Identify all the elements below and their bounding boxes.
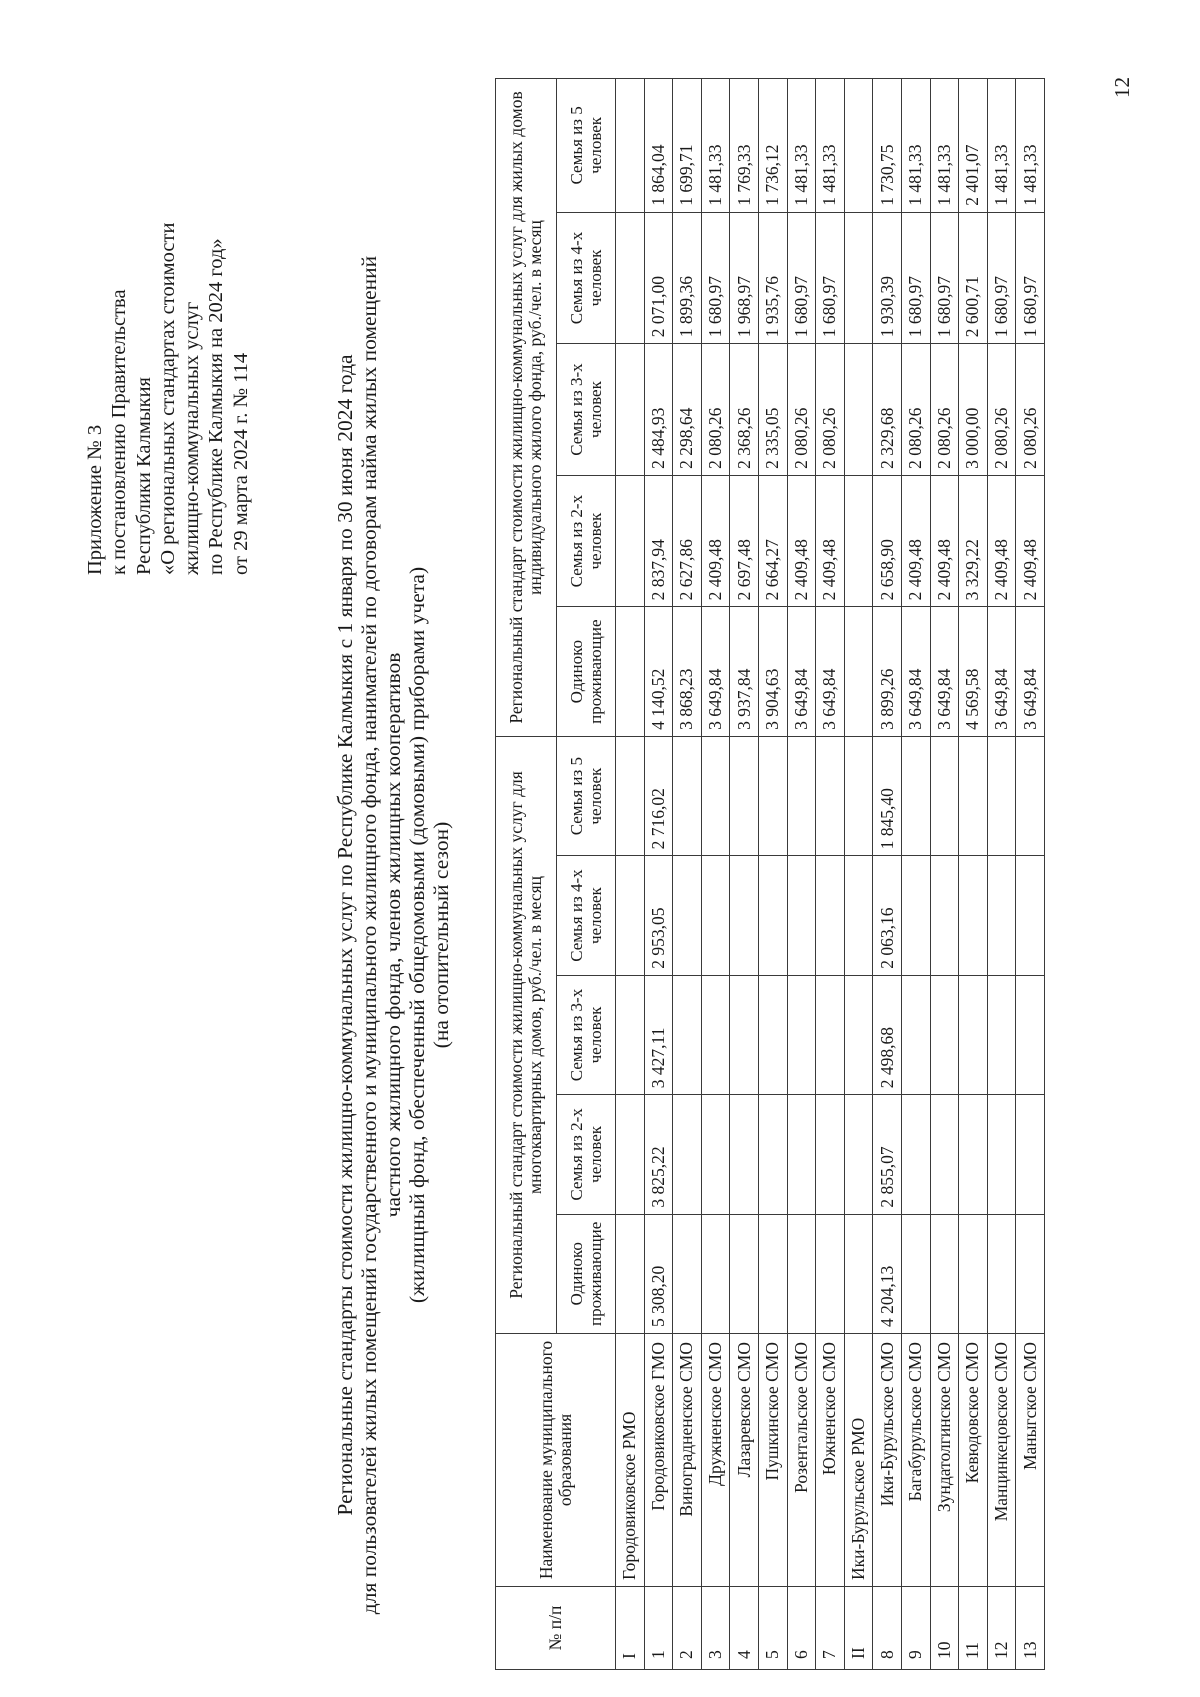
header-sub: Семья из 5 человек bbox=[557, 79, 616, 213]
mkd-value bbox=[758, 736, 787, 855]
mkd-value: 3 427,11 bbox=[644, 975, 673, 1094]
mkd-value bbox=[930, 856, 959, 975]
igs-value: 1 680,97 bbox=[987, 212, 1016, 344]
igs-value: 1 680,97 bbox=[816, 212, 845, 344]
table-row bbox=[816, 79, 845, 1670]
igs-value bbox=[616, 212, 645, 344]
igs-value: 3 937,84 bbox=[730, 607, 759, 737]
section-row bbox=[616, 79, 645, 1670]
igs-value: 1 930,39 bbox=[873, 212, 902, 344]
igs-value bbox=[844, 212, 873, 344]
row-number: I bbox=[616, 1587, 645, 1670]
row-number: 1 bbox=[644, 1587, 673, 1670]
mkd-value: 4 204,13 bbox=[873, 1214, 902, 1333]
mkd-value bbox=[616, 1214, 645, 1333]
mkd-value bbox=[930, 975, 959, 1094]
table-row bbox=[901, 79, 930, 1670]
approval-line: Приложение № 3 bbox=[84, 424, 106, 575]
table-row bbox=[758, 79, 787, 1670]
igs-value: 3 649,84 bbox=[1016, 607, 1045, 737]
table-row bbox=[673, 79, 702, 1670]
mkd-value bbox=[959, 736, 988, 855]
mkd-value bbox=[616, 1095, 645, 1214]
approval-line: жилищно-коммунальных услуг bbox=[181, 301, 204, 575]
igs-value bbox=[844, 475, 873, 607]
mkd-value bbox=[701, 975, 730, 1094]
mkd-value bbox=[987, 1095, 1016, 1214]
igs-value: 2 368,26 bbox=[730, 344, 759, 476]
mkd-value bbox=[673, 736, 702, 855]
mkd-value bbox=[701, 1095, 730, 1214]
approval-line: по Республике Калмыкия на 2024 год» bbox=[205, 238, 228, 575]
igs-value: 2 658,90 bbox=[873, 475, 902, 607]
header-num: № п/п bbox=[496, 1587, 616, 1670]
row-number: 9 bbox=[901, 1587, 930, 1670]
igs-value: 3 899,26 bbox=[873, 607, 902, 737]
igs-value: 4 140,52 bbox=[644, 607, 673, 737]
igs-value bbox=[844, 344, 873, 476]
mkd-value bbox=[901, 856, 930, 975]
mkd-value bbox=[787, 1214, 816, 1333]
municipality-name: Ики-Бурульское РМО bbox=[844, 1334, 873, 1587]
mkd-value bbox=[673, 1095, 702, 1214]
mkd-value bbox=[901, 1214, 930, 1333]
igs-value: 2 080,26 bbox=[930, 344, 959, 476]
mkd-value bbox=[1016, 856, 1045, 975]
igs-value: 1 481,33 bbox=[701, 79, 730, 213]
mkd-value bbox=[701, 736, 730, 855]
igs-value: 1 481,33 bbox=[930, 79, 959, 213]
table-row bbox=[787, 79, 816, 1670]
mkd-value bbox=[844, 975, 873, 1094]
page-number: 12 bbox=[1110, 77, 1134, 98]
mkd-value bbox=[730, 1095, 759, 1214]
mkd-value: 2 498,68 bbox=[873, 975, 902, 1094]
igs-value: 2 080,26 bbox=[816, 344, 845, 476]
mkd-value bbox=[616, 736, 645, 855]
title-line: Региональные стандарты стоимости жилищно-коммунальных услуг по Республике Калмыкия с 1 января по 30 июня 2024 года bbox=[333, 354, 357, 1516]
row-number: 4 bbox=[730, 1587, 759, 1670]
mkd-value bbox=[787, 1095, 816, 1214]
table-row bbox=[873, 79, 902, 1670]
row-number: 3 bbox=[701, 1587, 730, 1670]
igs-value: 3 649,84 bbox=[901, 607, 930, 737]
igs-value: 2 409,48 bbox=[901, 475, 930, 607]
igs-value bbox=[616, 607, 645, 737]
approval-line: Республики Калмыкия bbox=[132, 377, 155, 575]
igs-value: 2 484,93 bbox=[644, 344, 673, 476]
igs-value: 1 968,97 bbox=[730, 212, 759, 344]
mkd-value bbox=[987, 975, 1016, 1094]
approval-line: «О региональных стандартах стоимости bbox=[156, 222, 179, 575]
igs-value: 3 649,84 bbox=[987, 607, 1016, 737]
mkd-value bbox=[901, 975, 930, 1094]
mkd-value bbox=[730, 856, 759, 975]
header-sub: Семья из 3-х человек bbox=[557, 975, 616, 1094]
igs-value: 2 409,48 bbox=[787, 475, 816, 607]
mkd-value bbox=[1016, 975, 1045, 1094]
mkd-value bbox=[701, 856, 730, 975]
igs-value: 1 481,33 bbox=[901, 79, 930, 213]
mkd-value bbox=[930, 1214, 959, 1333]
igs-value: 2 697,48 bbox=[730, 475, 759, 607]
municipality-name: Манцинкецовское СМО bbox=[987, 1334, 1016, 1587]
municipality-name: Городовиковское РМО bbox=[616, 1334, 645, 1587]
mkd-value bbox=[844, 736, 873, 855]
mkd-value bbox=[758, 1214, 787, 1333]
mkd-value bbox=[787, 975, 816, 1094]
mkd-value bbox=[959, 856, 988, 975]
igs-value: 2 080,26 bbox=[901, 344, 930, 476]
igs-value: 2 080,26 bbox=[987, 344, 1016, 476]
igs-value: 2 600,71 bbox=[959, 212, 988, 344]
igs-value: 3 329,22 bbox=[959, 475, 988, 607]
row-number: 6 bbox=[787, 1587, 816, 1670]
row-number: 8 bbox=[873, 1587, 902, 1670]
mkd-value bbox=[930, 736, 959, 855]
municipality-name: Лазаревское СМО bbox=[730, 1334, 759, 1587]
igs-value: 3 649,84 bbox=[701, 607, 730, 737]
header-sub: Семья из 4-х человек bbox=[557, 212, 616, 344]
title-line: (на отопительный сезон) bbox=[429, 821, 453, 1049]
igs-value: 3 649,84 bbox=[816, 607, 845, 737]
municipality-name: Розентальское СМО bbox=[787, 1334, 816, 1587]
igs-value: 2 409,48 bbox=[816, 475, 845, 607]
approval-block bbox=[83, 135, 253, 575]
igs-value: 1 935,76 bbox=[758, 212, 787, 344]
mkd-value bbox=[730, 975, 759, 1094]
header-group-igs: Региональный стандарт стоимости жилищно-коммунальных услуг для жилых домов индивидуального жилого фонда, руб./чел. в месяц bbox=[496, 79, 557, 737]
igs-value: 1 481,33 bbox=[1016, 79, 1045, 213]
table-body bbox=[616, 79, 1045, 1670]
header-sub: Одиноко проживающие bbox=[557, 1214, 616, 1333]
igs-value: 2 664,27 bbox=[758, 475, 787, 607]
table-row bbox=[930, 79, 959, 1670]
mkd-value bbox=[959, 1214, 988, 1333]
mkd-value bbox=[1016, 736, 1045, 855]
mkd-value bbox=[987, 736, 1016, 855]
igs-value: 1 699,71 bbox=[673, 79, 702, 213]
municipality-name: Дружненское СМО bbox=[701, 1334, 730, 1587]
header-sub: Семья из 4-х человек bbox=[557, 856, 616, 975]
mkd-value: 3 825,22 bbox=[644, 1095, 673, 1214]
municipality-name: Виноградненское СМО bbox=[673, 1334, 702, 1587]
mkd-value bbox=[987, 1214, 1016, 1333]
mkd-value bbox=[844, 1214, 873, 1333]
mkd-value bbox=[844, 856, 873, 975]
igs-value: 3 868,23 bbox=[673, 607, 702, 737]
standards-table bbox=[495, 78, 1045, 1670]
document-title bbox=[333, 235, 453, 1635]
igs-value: 1 481,33 bbox=[816, 79, 845, 213]
table-row bbox=[987, 79, 1016, 1670]
municipality-name: Южненское СМО bbox=[816, 1334, 845, 1587]
igs-value: 1 680,97 bbox=[787, 212, 816, 344]
row-number: 10 bbox=[930, 1587, 959, 1670]
igs-value bbox=[844, 79, 873, 213]
table-row bbox=[701, 79, 730, 1670]
mkd-value bbox=[816, 736, 845, 855]
rotated-sheet bbox=[45, 35, 1155, 1675]
igs-value: 2 080,26 bbox=[701, 344, 730, 476]
table-row bbox=[644, 79, 673, 1670]
row-number: 12 bbox=[987, 1587, 1016, 1670]
mkd-value bbox=[701, 1214, 730, 1333]
igs-value: 1 680,97 bbox=[1016, 212, 1045, 344]
mkd-value bbox=[787, 736, 816, 855]
section-row bbox=[844, 79, 873, 1670]
igs-value: 2 335,05 bbox=[758, 344, 787, 476]
mkd-value bbox=[1016, 1095, 1045, 1214]
mkd-value bbox=[816, 1214, 845, 1333]
header-sub: Одиноко проживающие bbox=[557, 607, 616, 737]
mkd-value: 2 855,07 bbox=[873, 1095, 902, 1214]
row-number: 11 bbox=[959, 1587, 988, 1670]
municipality-name: Кевюдовское СМО bbox=[959, 1334, 988, 1587]
header-sub: Семья из 3-х человек bbox=[557, 344, 616, 476]
mkd-value bbox=[730, 1214, 759, 1333]
mkd-value bbox=[1016, 1214, 1045, 1333]
igs-value: 2 409,48 bbox=[930, 475, 959, 607]
title-line: (жилищный фонд, обеспеченный общедомовыми (домовыми) приборами учета) bbox=[405, 566, 429, 1304]
mkd-value: 2 953,05 bbox=[644, 856, 673, 975]
approval-line: от 29 марта 2024 г. № 114 bbox=[229, 352, 252, 575]
mkd-value bbox=[930, 1095, 959, 1214]
igs-value: 1 680,97 bbox=[901, 212, 930, 344]
row-number: II bbox=[844, 1587, 873, 1670]
mkd-value bbox=[616, 975, 645, 1094]
header-group-mkd: Региональный стандарт стоимости жилищно-коммунальных услуг для многоквартирных домов, руб./чел. в месяц bbox=[496, 736, 557, 1333]
mkd-value bbox=[959, 1095, 988, 1214]
municipality-name: Городовиковское ГМО bbox=[644, 1334, 673, 1587]
igs-value bbox=[616, 475, 645, 607]
igs-value bbox=[616, 344, 645, 476]
igs-value: 1 481,33 bbox=[787, 79, 816, 213]
igs-value: 4 569,58 bbox=[959, 607, 988, 737]
igs-value: 1 899,36 bbox=[673, 212, 702, 344]
igs-value bbox=[844, 607, 873, 737]
mkd-value bbox=[730, 736, 759, 855]
igs-value: 2 080,26 bbox=[1016, 344, 1045, 476]
mkd-value bbox=[616, 856, 645, 975]
mkd-value bbox=[816, 1095, 845, 1214]
municipality-name: Зундатолгинское СМО bbox=[930, 1334, 959, 1587]
igs-value: 2 409,48 bbox=[701, 475, 730, 607]
mkd-value: 5 308,20 bbox=[644, 1214, 673, 1333]
igs-value: 1 769,33 bbox=[730, 79, 759, 213]
header-sub: Семья из 2-х человек bbox=[557, 1095, 616, 1214]
mkd-value bbox=[758, 975, 787, 1094]
igs-value: 2 080,26 bbox=[787, 344, 816, 476]
row-number: 13 bbox=[1016, 1587, 1045, 1670]
table-row bbox=[959, 79, 988, 1670]
mkd-value bbox=[816, 856, 845, 975]
mkd-value bbox=[901, 1095, 930, 1214]
igs-value: 2 298,64 bbox=[673, 344, 702, 476]
header-name: Наименование муниципального образования bbox=[496, 1334, 616, 1587]
mkd-value bbox=[901, 736, 930, 855]
header-sub: Семья из 2-х человек bbox=[557, 475, 616, 607]
mkd-value: 2 063,16 bbox=[873, 856, 902, 975]
municipality-name: Ики-Бурульское СМО bbox=[873, 1334, 902, 1587]
igs-value: 1 736,12 bbox=[758, 79, 787, 213]
title-line: для пользователей жилых помещений государственного и муниципального жилищного фонда, нанимателей по договорам найма жилых помещений bbox=[357, 255, 381, 1615]
igs-value bbox=[616, 79, 645, 213]
igs-value: 1 481,33 bbox=[987, 79, 1016, 213]
mkd-value bbox=[816, 975, 845, 1094]
title-line: частного жилищного фонда, членов жилищных кооперативов bbox=[381, 652, 405, 1218]
igs-value: 3 000,00 bbox=[959, 344, 988, 476]
igs-value: 3 649,84 bbox=[930, 607, 959, 737]
igs-value: 1 680,97 bbox=[701, 212, 730, 344]
igs-value: 2 627,86 bbox=[673, 475, 702, 607]
row-number: 5 bbox=[758, 1587, 787, 1670]
municipality-name: Маныгское СМО bbox=[1016, 1334, 1045, 1587]
igs-value: 2 401,07 bbox=[959, 79, 988, 213]
mkd-value bbox=[844, 1095, 873, 1214]
table-row bbox=[730, 79, 759, 1670]
igs-value: 1 680,97 bbox=[930, 212, 959, 344]
table-row bbox=[1016, 79, 1045, 1670]
approval-line: к постановлению Правительства bbox=[108, 289, 131, 575]
igs-value: 2 409,48 bbox=[987, 475, 1016, 607]
mkd-value bbox=[673, 975, 702, 1094]
igs-value: 2 409,48 bbox=[1016, 475, 1045, 607]
igs-value: 1 730,75 bbox=[873, 79, 902, 213]
municipality-name: Пушкинское СМО bbox=[758, 1334, 787, 1587]
mkd-value bbox=[987, 856, 1016, 975]
mkd-value: 1 845,40 bbox=[873, 736, 902, 855]
igs-value: 1 864,04 bbox=[644, 79, 673, 213]
igs-value: 3 649,84 bbox=[787, 607, 816, 737]
igs-value: 2 071,00 bbox=[644, 212, 673, 344]
mkd-value: 2 716,02 bbox=[644, 736, 673, 855]
row-number: 2 bbox=[673, 1587, 702, 1670]
mkd-value bbox=[758, 1095, 787, 1214]
igs-value: 3 904,63 bbox=[758, 607, 787, 737]
mkd-value bbox=[959, 975, 988, 1094]
igs-value: 2 837,94 bbox=[644, 475, 673, 607]
mkd-value bbox=[787, 856, 816, 975]
mkd-value bbox=[758, 856, 787, 975]
mkd-value bbox=[673, 1214, 702, 1333]
mkd-value bbox=[673, 856, 702, 975]
row-number: 7 bbox=[816, 1587, 845, 1670]
municipality-name: Багабурульское СМО bbox=[901, 1334, 930, 1587]
igs-value: 2 329,68 bbox=[873, 344, 902, 476]
header-sub: Семья из 5 человек bbox=[557, 736, 616, 855]
